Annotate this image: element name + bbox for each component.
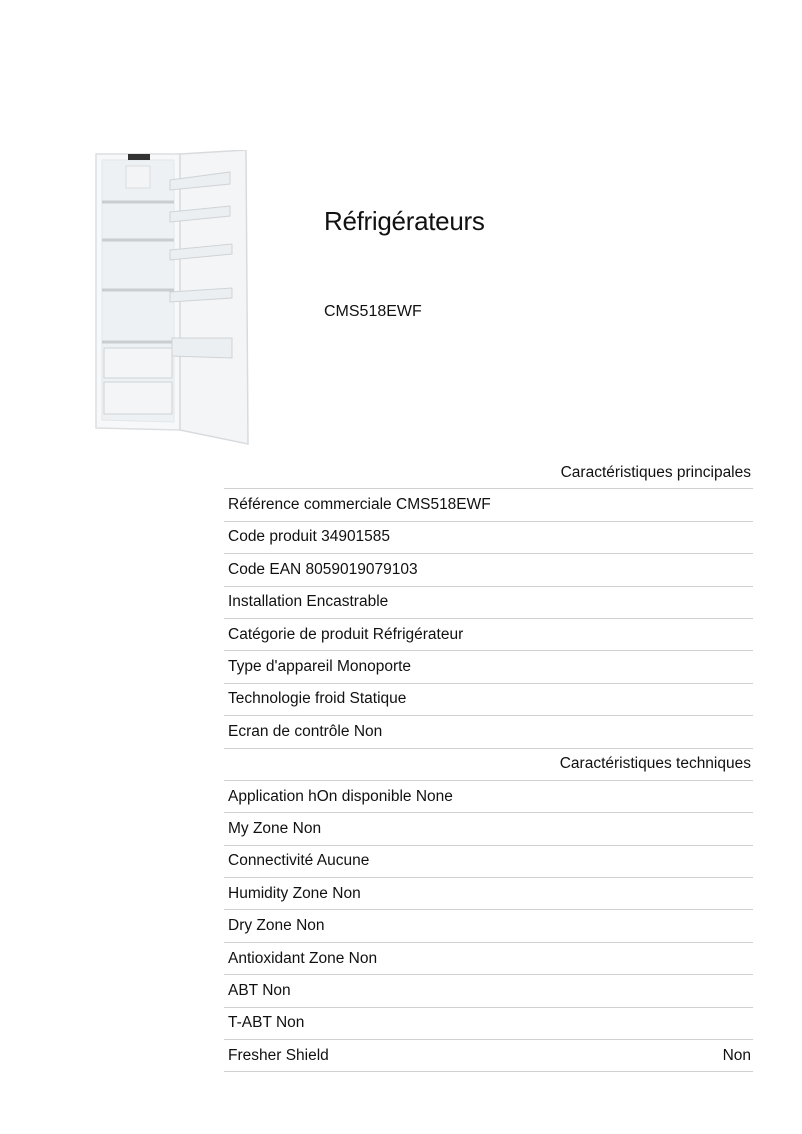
- spec-row: Catégorie de produit Réfrigérateur: [224, 619, 753, 651]
- spec-row: Type d'appareil Monoporte: [224, 651, 753, 683]
- spec-row: Technologie froid Statique: [224, 684, 753, 716]
- product-image: [92, 150, 252, 448]
- spec-row: Connectivité Aucune: [224, 846, 753, 878]
- spec-row: Dry Zone Non: [224, 910, 753, 942]
- spec-row: Humidity Zone Non: [224, 878, 753, 910]
- spec-row: Ecran de contrôle Non: [224, 716, 753, 748]
- spec-row: ABT Non: [224, 975, 753, 1007]
- spec-row: Code EAN 8059019079103: [224, 554, 753, 586]
- model-code: CMS518EWF: [324, 303, 422, 320]
- refrigerator-image: [92, 150, 252, 448]
- spec-row: My Zone Non: [224, 813, 753, 845]
- spec-row: Antioxidant Zone Non: [224, 943, 753, 975]
- spec-row: T-ABT Non: [224, 1008, 753, 1040]
- spec-row: Fresher Shield Non: [224, 1040, 753, 1072]
- section-heading: Caractéristiques techniques: [224, 749, 753, 781]
- page-title: Réfrigérateurs: [324, 206, 485, 236]
- section-heading: Caractéristiques principales: [224, 457, 753, 489]
- spec-row: Code produit 34901585: [224, 522, 753, 554]
- spec-row: Référence commerciale CMS518EWF: [224, 489, 753, 521]
- spec-row: Installation Encastrable: [224, 587, 753, 619]
- spec-row: Application hOn disponible None: [224, 781, 753, 813]
- spec-table: [224, 457, 753, 1072]
